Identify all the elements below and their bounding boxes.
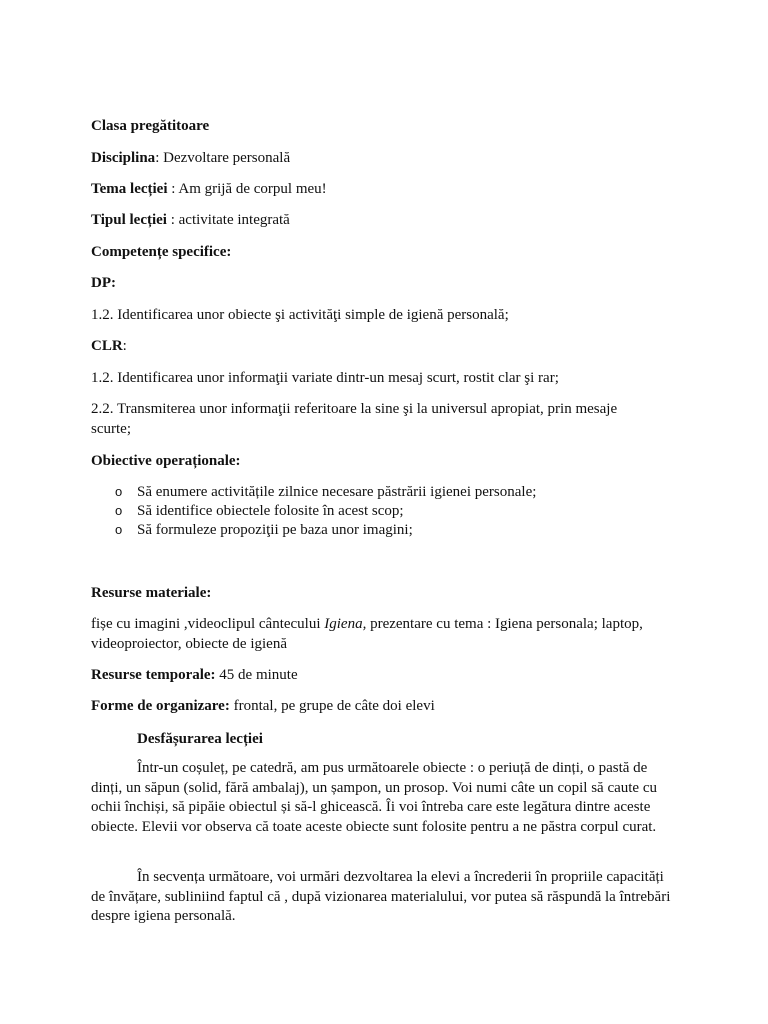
clr-heading: CLR:: [91, 338, 127, 354]
discipline-line: Disciplina: Dezvoltare personală: [91, 150, 291, 166]
objective-item: o Să enumere activitățile zilnice necesare păstrării igienei personale;: [115, 484, 537, 500]
clr-item-1: 1.2. Identificarea unor informaţii variate dintr-un mesaj scurt, rostit clar şi rar;: [91, 370, 559, 386]
objective-item: o Să formuleze propoziţii pe baza unor imagini;: [115, 522, 413, 538]
time-resources-line: Resurse temporale: 45 de minute: [91, 667, 298, 683]
organization-forms-line: Forme de organizare: frontal, pe grupe de câte doi elevi: [91, 698, 435, 714]
lesson-paragraph-1: Într-un coșuleț, pe catedră, am pus următoarele obiecte : o periuță de dinți, o pastă de dinți, un săpun (solid, fără ambalaj), un șampon, un prosop. Voi numi câte un copil să caute cu ochii închiși, să pipăie obiectul și să-l ghicească. Îi voi întreba care este legătura dintre aceste obiecte. Elevii vor observa că toate aceste obiecte sunt folosite pentru a ne păstra corpul curat.: [91, 760, 657, 835]
clr-item-2: 2.2. Transmiterea unor informaţii referitoare la sine şi la universul apropiat, prin mesaje scurte;: [91, 401, 618, 437]
objectives-heading: Obiective operaționale:: [91, 453, 241, 469]
material-resources-text: fișe cu imagini ,videoclipul cântecului Igiena, prezentare cu tema : Igiena personala; laptop, videoproiector, obiecte de igienă: [91, 616, 643, 652]
objective-item: o Să identifice obiectele folosite în acest scop;: [115, 503, 404, 519]
competences-heading: Competențe specifice:: [91, 244, 232, 260]
class-heading: Clasa pregătitoare: [91, 118, 210, 134]
material-resources-heading: Resurse materiale:: [91, 585, 212, 601]
lesson-type-line: Tipul lecției : activitate integrată: [91, 212, 290, 228]
lesson-paragraph-2: În secvența următoare, voi urmări dezvoltarea la elevi a încrederii în propriile capacități de învățare, subliniind faptul că , după vizionarea materialului, vor putea să răspundă la întrebări despre igiena personală.: [91, 869, 671, 924]
lesson-theme-line: Tema lecției : Am grijă de corpul meu!: [91, 181, 327, 197]
dp-heading: DP:: [91, 275, 116, 291]
dp-item: 1.2. Identificarea unor obiecte şi activităţi simple de igienă personală;: [91, 307, 509, 323]
lesson-flow-heading: Desfășurarea lecției: [137, 731, 263, 747]
